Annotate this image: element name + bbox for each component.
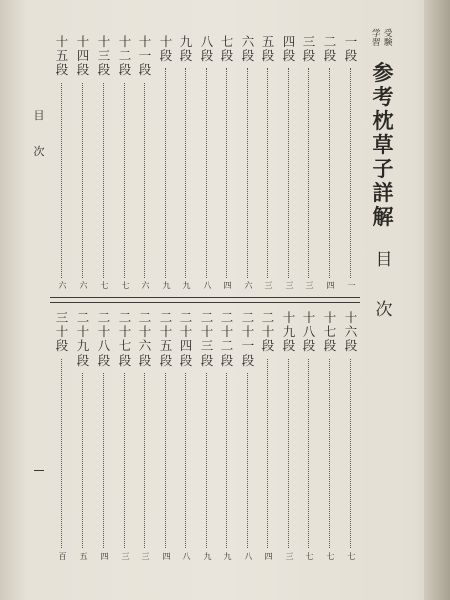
toc-entry-top-11[interactable]	[137, 36, 153, 79]
toc-entry-top-15[interactable]	[54, 36, 70, 79]
title-char: 解	[372, 204, 394, 229]
toc-label-char: 段	[179, 352, 193, 368]
toc-label-char: 五	[261, 34, 275, 49]
toc-label-char: 段	[302, 338, 316, 354]
toc-label-char: 段	[97, 352, 111, 368]
section-heading-char: 次	[375, 300, 393, 320]
leader-dots	[165, 373, 166, 548]
leader-dots	[124, 373, 125, 548]
toc-label-char: 段	[138, 352, 152, 368]
toc-page-number: 四	[162, 552, 170, 561]
toc-label-char: 段	[159, 352, 173, 368]
toc-page-number: 一	[347, 281, 355, 290]
toc-page-number: 七	[305, 552, 313, 561]
divider-rule-1	[50, 297, 360, 298]
margin-label	[32, 110, 46, 164]
toc-page-number: 六	[244, 281, 252, 290]
toc-label-char: 三	[302, 34, 316, 49]
toc-label-char: 段	[282, 338, 296, 354]
leader-dots	[103, 83, 104, 278]
toc-label-char: 段	[97, 62, 111, 78]
toc-label-char: 段	[200, 352, 214, 368]
toc-label-char: 十	[97, 324, 111, 340]
toc-label-char: 三	[97, 48, 111, 64]
margin-label-char: 次	[33, 145, 45, 158]
toc-entry-top-3[interactable]	[301, 36, 317, 64]
toc-page-number: 三	[141, 552, 149, 561]
toc-label-char: 二	[97, 310, 111, 325]
toc-entry-bottom-14[interactable]	[75, 312, 91, 369]
toc-label-char: 段	[55, 62, 69, 78]
toc-page-number: 四	[223, 281, 231, 290]
toc-label-char: 二	[220, 310, 234, 325]
toc-label-char: 八	[200, 34, 214, 49]
margin-label-space	[37, 128, 41, 146]
toc-entry-bottom-6[interactable]	[240, 312, 256, 369]
divider-rule-2	[50, 302, 360, 303]
toc-entry-bottom-7[interactable]	[219, 312, 235, 369]
toc-label-char: 四	[76, 48, 90, 64]
toc-page-number: 七	[347, 552, 355, 561]
leader-dots	[185, 68, 186, 278]
toc-page-number: 五	[79, 552, 87, 561]
prefix-line-1	[384, 30, 393, 47]
toc-label-char: 十	[159, 324, 173, 340]
toc-label-char: 二	[241, 310, 255, 325]
toc-page-number: 九	[223, 552, 231, 561]
toc-label-char: 一	[241, 338, 255, 354]
toc-entry-bottom-1[interactable]	[343, 312, 359, 355]
toc-entry-top-13[interactable]	[96, 36, 112, 79]
toc-label-char: 段	[159, 48, 173, 64]
toc-entry-bottom-8[interactable]	[199, 312, 215, 369]
toc-entry-top-5[interactable]	[260, 36, 276, 64]
toc-label-char: 段	[323, 338, 337, 354]
page-number-mark	[34, 470, 44, 471]
toc-label-char: 四	[179, 338, 193, 354]
toc-entry-top-8[interactable]	[199, 36, 215, 64]
book-title	[371, 62, 395, 230]
toc-label-char: 十	[241, 324, 255, 340]
toc-page-number: 八	[244, 552, 252, 561]
toc-entry-top-14[interactable]	[75, 36, 91, 79]
leader-dots	[144, 373, 145, 548]
leader-dots	[185, 373, 186, 548]
leader-dots	[103, 373, 104, 548]
toc-entry-top-7[interactable]	[219, 36, 235, 64]
toc-label-char: 二	[159, 310, 173, 325]
toc-page-number: 四	[264, 552, 272, 561]
toc-label-char: 十	[200, 324, 214, 340]
leader-dots	[247, 373, 248, 548]
toc-entry-bottom-2[interactable]	[322, 312, 338, 355]
leader-dots	[329, 359, 330, 548]
title-char: 参	[372, 60, 394, 85]
toc-label-char: 二	[118, 48, 132, 64]
toc-label-char: 八	[97, 338, 111, 354]
toc-label-char: 一	[344, 34, 358, 49]
toc-label-char: 段	[118, 62, 132, 78]
toc-page-number: 三	[264, 281, 272, 290]
toc-entry-top-2[interactable]	[322, 36, 338, 64]
leader-dots	[226, 373, 227, 548]
toc-entry-top-9[interactable]	[178, 36, 194, 64]
toc-label-char: 段	[241, 352, 255, 368]
toc-label-char: 六	[241, 34, 255, 49]
section-heading-space	[381, 277, 386, 302]
leader-dots	[82, 83, 83, 278]
toc-label-char: 段	[200, 48, 214, 64]
toc-page-number: 七	[100, 281, 108, 290]
toc-label-char: 段	[302, 48, 316, 64]
leader-dots	[82, 373, 83, 548]
title-char: 考	[372, 84, 394, 109]
toc-label-char: 十	[55, 324, 69, 340]
toc-page-number: 六	[79, 281, 87, 290]
toc-page-number: 九	[182, 281, 190, 290]
toc-label-char: 五	[55, 48, 69, 64]
toc-label-char: 段	[179, 48, 193, 64]
toc-label-char: 二	[76, 310, 90, 325]
toc-label-char: 段	[323, 48, 337, 64]
toc-page-number: 三	[121, 552, 129, 561]
toc-page-number: 七	[121, 281, 129, 290]
toc-page-number: 六	[141, 281, 149, 290]
prefix-2-char: 習	[372, 37, 381, 48]
toc-entry-bottom-4[interactable]	[281, 312, 297, 355]
margin-label-char: 目	[33, 109, 45, 122]
prefix-line-2	[372, 30, 381, 47]
toc-label-char: 二	[261, 310, 275, 325]
leader-dots	[206, 373, 207, 548]
title-prefix-1	[384, 30, 393, 47]
leader-dots	[61, 83, 62, 278]
toc-label-char: 十	[138, 324, 152, 340]
prefix-1-char: 受	[384, 29, 393, 39]
toc-label-char: 段	[118, 352, 132, 368]
toc-label-char: 六	[344, 324, 358, 340]
toc-label-char: 十	[76, 34, 90, 49]
toc-label-char: 段	[282, 48, 296, 64]
toc-page-number: 三	[285, 281, 293, 290]
toc-label-char: 十	[179, 324, 193, 340]
leader-dots	[288, 359, 289, 548]
toc-page-number: 六	[58, 281, 66, 290]
book-gutter	[424, 0, 450, 600]
toc-label-char: 三	[200, 338, 214, 354]
toc-label-char: 二	[179, 310, 193, 325]
toc-label-char: 十	[344, 310, 358, 325]
toc-label-char: 十	[76, 324, 90, 340]
toc-label-char: 二	[200, 310, 214, 325]
toc-label-char: 十	[159, 34, 173, 49]
toc-label-char: 段	[76, 62, 90, 78]
toc-label-char: 七	[323, 324, 337, 340]
toc-label-char: 段	[344, 48, 358, 64]
title-char: 草	[372, 132, 394, 157]
toc-entry-bottom-11[interactable]	[137, 312, 153, 369]
toc-entry-bottom-3[interactable]	[301, 312, 317, 355]
toc-label-char: 十	[118, 324, 132, 340]
toc-page-number: 三	[305, 281, 313, 290]
leader-dots	[124, 83, 125, 278]
toc-label-char: 七	[220, 34, 234, 49]
toc-entry-top-1[interactable]	[343, 36, 359, 64]
toc-label-char: 六	[138, 338, 152, 354]
toc-entry-bottom-5[interactable]	[260, 312, 276, 355]
toc-label-char: 十	[302, 310, 316, 325]
toc-entry-bottom-9[interactable]	[178, 312, 194, 369]
leader-dots	[165, 68, 166, 278]
prefix-2-char: 学	[372, 29, 381, 39]
leader-dots	[61, 359, 62, 548]
toc-entry-bottom-10[interactable]	[158, 312, 174, 369]
toc-page-number: 八	[203, 281, 211, 290]
toc-label-char: 一	[138, 48, 152, 64]
toc-label-char: 段	[220, 352, 234, 368]
toc-label-char: 段	[261, 48, 275, 64]
toc-page-number: 八	[182, 552, 190, 561]
toc-page-number: 四	[326, 281, 334, 290]
leader-dots	[267, 359, 268, 548]
toc-page-number: 三	[285, 552, 293, 561]
toc-label-char: 三	[55, 310, 69, 325]
toc-entry-top-4[interactable]	[281, 36, 297, 64]
leader-dots	[144, 83, 145, 278]
toc-entry-top-12[interactable]	[117, 36, 133, 79]
toc-label-char: 段	[220, 48, 234, 64]
toc-entry-top-10[interactable]	[158, 36, 174, 64]
leader-dots	[267, 68, 268, 278]
toc-label-char: 九	[282, 324, 296, 340]
toc-label-char: 二	[323, 34, 337, 49]
toc-page-number: 七	[326, 552, 334, 561]
toc-label-char: 九	[76, 338, 90, 354]
toc-label-char: 十	[118, 34, 132, 49]
toc-label-char: 七	[118, 338, 132, 354]
toc-label-char: 九	[179, 34, 193, 49]
toc-label-char: 十	[55, 34, 69, 49]
toc-entry-bottom-12[interactable]	[117, 312, 133, 369]
toc-entry-bottom-15[interactable]	[54, 312, 70, 355]
toc-label-char: 十	[138, 34, 152, 49]
leader-dots	[247, 68, 248, 278]
leader-dots	[226, 68, 227, 278]
toc-label-char: 段	[55, 338, 69, 354]
toc-label-char: 十	[97, 34, 111, 49]
toc-label-char: 二	[118, 310, 132, 325]
leader-dots	[350, 359, 351, 548]
toc-label-char: 二	[220, 338, 234, 354]
leader-dots	[308, 359, 309, 548]
toc-page-number: 九	[203, 552, 211, 561]
toc-label-char: 十	[282, 310, 296, 325]
section-heading	[374, 252, 394, 327]
title-char: 子	[372, 156, 394, 181]
toc-label-char: 十	[323, 310, 337, 325]
section-heading-char: 目	[375, 250, 393, 270]
toc-label-char: 段	[344, 338, 358, 354]
toc-label-char: 二	[138, 310, 152, 325]
leader-dots	[206, 68, 207, 278]
toc-entry-bottom-13[interactable]	[96, 312, 112, 369]
toc-label-char: 段	[241, 48, 255, 64]
title-char: 詳	[372, 180, 394, 205]
toc-entry-top-6[interactable]	[240, 36, 256, 64]
toc-label-char: 十	[261, 324, 275, 340]
toc-label-char: 段	[138, 62, 152, 78]
toc-page-number: 九	[162, 281, 170, 290]
leader-dots	[329, 68, 330, 278]
prefix-1-char: 験	[384, 37, 393, 48]
leader-dots	[308, 68, 309, 278]
toc-page-number: 百	[58, 552, 66, 561]
leader-dots	[350, 68, 351, 278]
toc-label-char: 段	[261, 338, 275, 354]
title-prefix-2	[372, 30, 381, 47]
toc-label-char: 五	[159, 338, 173, 354]
toc-label-char: 四	[282, 34, 296, 49]
toc-label-char: 八	[302, 324, 316, 340]
toc-label-char: 段	[76, 352, 90, 368]
leader-dots	[288, 68, 289, 278]
toc-page-number: 四	[100, 552, 108, 561]
title-char: 枕	[372, 108, 394, 133]
toc-label-char: 十	[220, 324, 234, 340]
